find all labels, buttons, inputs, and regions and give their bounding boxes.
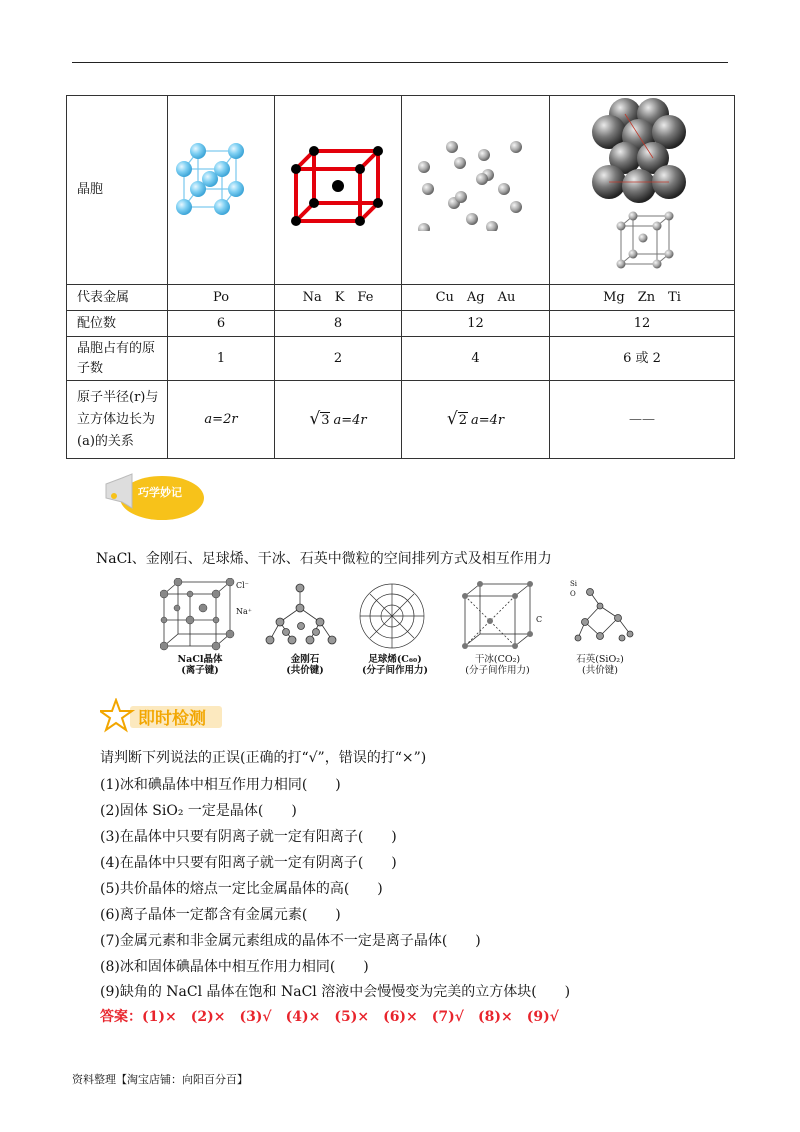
- quartz-si-label: Si: [570, 580, 578, 588]
- table-cell: ——: [550, 381, 735, 459]
- table-cell: Cu Ag Au: [402, 285, 550, 311]
- fcc-diagram: [416, 141, 536, 231]
- nacl-ion-cl: Cl⁻: [236, 581, 249, 590]
- dry-ice-label: [455, 654, 540, 676]
- diamond-label: [265, 654, 345, 676]
- fcc-cell: [402, 96, 550, 285]
- question-item: (8)冰和固体碘晶体中相互作用力相同( ): [100, 959, 369, 975]
- header-rule: [72, 62, 728, 63]
- metal-crystal-table: [66, 95, 735, 459]
- quartz-diagram: [575, 589, 633, 642]
- row-head-cell: 晶胞: [67, 96, 168, 285]
- relation-text: a=4r: [333, 412, 367, 428]
- structure-bond: (分子间作用力): [465, 665, 530, 676]
- answer-line: [100, 1006, 559, 1026]
- table-cell: 2: [275, 337, 402, 381]
- row-head-cell: 原子半径(r)与立方体边长为(a)的关系: [67, 381, 168, 459]
- structure-name: 金刚石: [290, 654, 320, 665]
- answer-text: (1)× (2)× (3)√ (4)× (5)× (6)× (7)√ (8)× (9)√: [142, 1009, 559, 1025]
- structure-bond: (共价键): [286, 665, 324, 676]
- c60-label: [350, 654, 440, 676]
- question-item: (7)金属元素和非金属元素组成的晶体不一定是离子晶体( ): [100, 933, 481, 949]
- nacl-diagram: [164, 582, 230, 646]
- structure-diagrams: [160, 578, 660, 658]
- question-item: (4)在晶体中只要有阳离子就一定有阴离子( ): [100, 855, 397, 871]
- quartz-o-label: O: [570, 590, 576, 598]
- row-head-cell: 配位数: [67, 311, 168, 337]
- question-item: (5)共价晶体的熔点一定比金属晶体的高( ): [100, 881, 383, 897]
- table-cell: 12: [550, 311, 735, 337]
- structure-name: NaCl晶体: [177, 654, 223, 665]
- simple-cubic-diagram: [176, 141, 266, 231]
- row-head-cell: 代表金属: [67, 285, 168, 311]
- table-cell: 12: [402, 311, 550, 337]
- hcp-diagram: [587, 96, 697, 276]
- crystal-structures: [160, 578, 660, 684]
- table-row: [67, 381, 735, 459]
- relation-text: a=4r: [470, 412, 505, 428]
- badge-label: 巧学妙记: [138, 486, 182, 499]
- question-prompt: 请判断下列说法的正误(正确的打“√”，错误的打“×”): [100, 750, 427, 766]
- question-item: (2)固体 SiO₂ 一定是晶体( ): [100, 803, 297, 819]
- table-row: [67, 96, 735, 285]
- dry-ice-carbon-label: C: [536, 615, 543, 624]
- table-cell: Mg Zn Ti: [550, 285, 735, 311]
- table-cell: 6 或 2: [550, 337, 735, 381]
- hcp-cell: [550, 96, 735, 285]
- table-cell: 4: [402, 337, 550, 381]
- tip-badge: [102, 466, 214, 524]
- table-cell: 8: [275, 311, 402, 337]
- table-row: [67, 311, 735, 337]
- table-cell: Na K Fe: [275, 285, 402, 311]
- dry-ice-diagram: [465, 584, 530, 646]
- nacl-ion-na: Na⁺: [236, 607, 252, 616]
- quartz-label: [560, 654, 640, 676]
- structure-bond: (分子间作用力): [362, 665, 428, 676]
- answer-label: 答案：: [100, 1009, 142, 1025]
- diamond-diagram: [266, 584, 336, 644]
- question-item: (3)在晶体中只要有阴离子就一定有阳离子( ): [100, 829, 397, 845]
- check-heading: [100, 698, 230, 734]
- question-item: (6)离子晶体一定都含有金属元素( ): [100, 907, 341, 923]
- structure-name: 足球烯(C₆₀): [368, 654, 422, 665]
- table-cell: Po: [168, 285, 275, 311]
- structure-name: 干冰(CO₂): [474, 654, 521, 665]
- structure-name: 石英(SiO₂): [576, 654, 624, 665]
- c60-diagram: [360, 584, 424, 648]
- simple-cubic-cell: [168, 96, 275, 285]
- table-cell: 6: [168, 311, 275, 337]
- table-cell: √3 a=4r: [275, 381, 402, 459]
- question-item: (1)冰和碘晶体中相互作用力相同( ): [100, 777, 341, 793]
- structure-bond: (共价键): [582, 665, 618, 676]
- sqrt-radicand: 3: [321, 412, 330, 428]
- check-title-text: 即时检测: [138, 709, 206, 729]
- table-cell: a=2r: [168, 381, 275, 459]
- table-cell: 1: [168, 337, 275, 381]
- bcc-diagram: [288, 141, 388, 231]
- question-item: (9)缺角的 NaCl 晶体在饱和 NaCl 溶液中会慢慢变为完美的立方体块( ): [100, 984, 571, 1000]
- structure-bond: (离子键): [181, 665, 219, 676]
- footer-text: 资料整理【淘宝店铺：向阳百分百】: [72, 1073, 248, 1086]
- table-row: [67, 337, 735, 381]
- table-row: [67, 285, 735, 311]
- row-head-cell: 晶胞占有的原子数: [67, 337, 168, 381]
- bcc-cell: [275, 96, 402, 285]
- table-cell: √2 a=4r: [402, 381, 550, 459]
- sqrt-radicand: 2: [458, 412, 467, 428]
- nacl-label: [160, 654, 240, 676]
- intro-text: NaCl、金刚石、足球烯、干冰、石英中微粒的空间排列方式及相互作用力: [96, 551, 552, 567]
